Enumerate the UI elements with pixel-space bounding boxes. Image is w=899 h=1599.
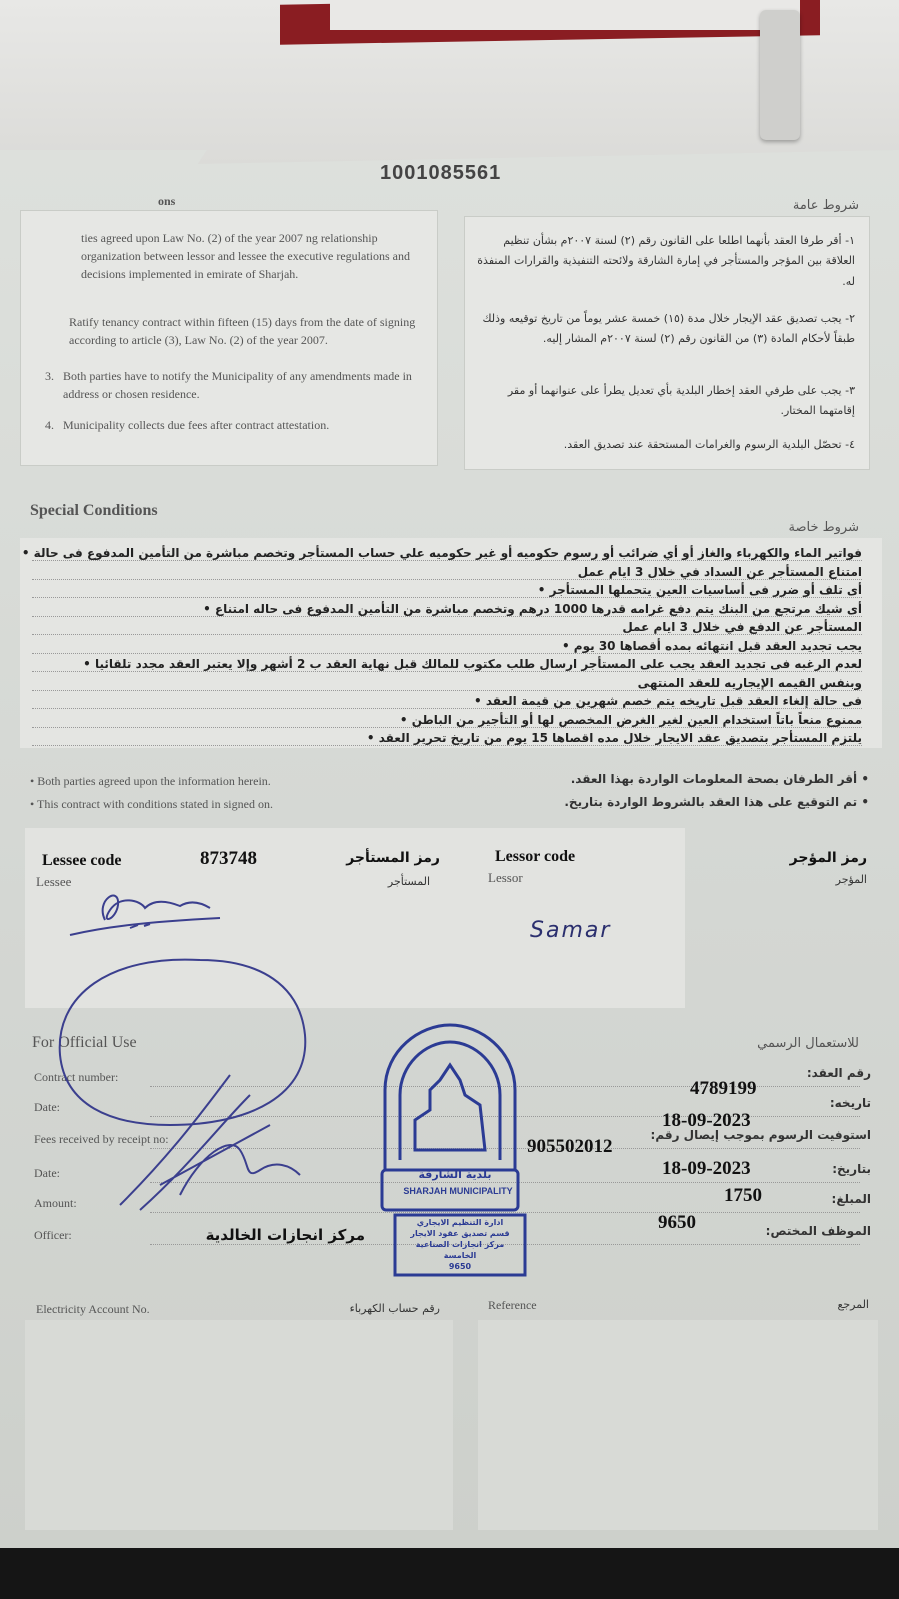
lessee-signature-icon bbox=[60, 880, 230, 940]
electricity-label-ar: رقم حساب الكهرباء bbox=[349, 1302, 440, 1315]
general-en-panel bbox=[20, 210, 438, 466]
official-value: 905502012 bbox=[527, 1136, 613, 1157]
special-condition-line: ممنوع منعاً باتاً استخدام العين لغير الغرض المخصص لها أو التأجير من الباطن • bbox=[32, 713, 862, 728]
bullet-icon: • bbox=[83, 657, 95, 671]
official-heading-en: For Official Use bbox=[32, 1034, 137, 1051]
general-ar-item-1: ١- أقر طرفا العقد بأنهما اطلعا على القانون رقم (٢) لسنة ٢٠٠٧م بشأن تنظيم العلاقة بين المؤجر والمستأجر في إمارة الشارقة ولائحته التنفيذية والقرارات المنفذة له. bbox=[477, 234, 855, 288]
official-label: Date: bbox=[34, 1100, 60, 1114]
general-en-item-1: ties agreed upon Law No. (2) of the year 2007 ng relationship organization between lessor and lessee the executive regulations and decisions implemented in emirate of Sharjah. bbox=[81, 231, 410, 281]
official-value: 4789199 bbox=[690, 1078, 757, 1099]
official-label-ar: بتاريخ: bbox=[832, 1162, 871, 1176]
official-label-ar: استوفيت الرسوم بموجب إيصال رقم: bbox=[650, 1128, 871, 1142]
lessor-code-label-ar: رمز المؤجر bbox=[789, 850, 867, 866]
official-label: Contract number: bbox=[34, 1070, 119, 1084]
special-condition-line: يجب تجديد العقد قبل انتهائه بمده أقصاها 30 يوم • bbox=[32, 639, 862, 654]
general-ar-item-3: ٣- يجب على طرفي العقد إخطار البلدية بأي تعديل يطرأ على عنوانهما أو مقر إقامتهما المختار. bbox=[507, 384, 855, 418]
bullet-icon: • bbox=[399, 712, 412, 727]
official-label-ar: المبلغ: bbox=[831, 1192, 871, 1206]
reference-label-ar: المرجع bbox=[837, 1298, 869, 1311]
bullet-icon: • bbox=[203, 601, 215, 616]
officer-center: مركز انجازات الخالدية bbox=[205, 1226, 365, 1244]
lessee-code-label: Lessee code bbox=[42, 852, 122, 869]
stamp-line: الخامسة bbox=[443, 1251, 477, 1260]
dark-edge bbox=[0, 1548, 899, 1599]
official-value: 18-09-2023 bbox=[662, 1110, 751, 1131]
general-heading-en-partial: ons bbox=[158, 194, 176, 208]
official-heading-ar: للاستعمال الرسمي bbox=[757, 1036, 859, 1051]
agreement-en-1: • Both parties agreed upon the information herein. bbox=[30, 774, 271, 788]
bullet-icon: • bbox=[473, 694, 486, 708]
official-label: Fees received by receipt no: bbox=[34, 1132, 169, 1146]
binder-clip bbox=[760, 10, 800, 140]
general-ar-item-2: ٢- يجب تصديق عقد الإيجار خلال مدة (١٥) خمسة عشر يوماً من تاريخ توقيعه وذلك طبقاً لأحكام المادة (٣) من القانون رقم (٢) لسنة ٢٠٠٧م المشار إليه. bbox=[482, 312, 855, 346]
special-condition-line: وبنفس القيمه الإيجاريه للعقد المنتهى bbox=[32, 676, 862, 691]
general-en-num-3: 3. bbox=[45, 369, 54, 383]
serial-number: 1001085561 bbox=[380, 162, 502, 184]
official-label-ar: الموظف المختص: bbox=[765, 1224, 871, 1238]
agreement-ar-2: • تم التوقيع على هذا العقد بالشروط الواردة بتاريخ. bbox=[564, 795, 869, 809]
stamp-title-ar: بلدية الشارقة bbox=[418, 1168, 492, 1181]
stamp-line: 9650 bbox=[448, 1262, 472, 1271]
stamp-line: قسم تصديق عقود الايجار bbox=[410, 1229, 510, 1238]
lessee-label-ar: المستأجر bbox=[387, 875, 430, 888]
general-en-num-4: 4. bbox=[45, 418, 54, 432]
agreement-ar-1: • أقر الطرفان بصحة المعلومات الواردة بهذا العقد. bbox=[570, 772, 869, 786]
general-heading-ar: شروط عامة bbox=[792, 198, 859, 213]
special-condition-line: فواتير الماء والكهرباء والغاز أو أي ضرائب أو رسوم حكوميه أو غير حكوميه علي حساب المستأجر وتخصم مباشرة من التأمين المدفوع فى حالة • bbox=[21, 546, 862, 560]
lessee-code-label-ar: رمز المستأجر bbox=[346, 850, 440, 866]
folder-sheet bbox=[330, 0, 800, 30]
lessee-code-value: 873748 bbox=[200, 848, 257, 869]
official-label-ar: رقم العقد: bbox=[806, 1066, 871, 1080]
bullet-icon: • bbox=[21, 546, 34, 560]
special-condition-line: امتناع المستأجر عن السداد في خلال 3 ايام عمل bbox=[32, 565, 862, 580]
special-condition-line: أى تلف أو ضرر فى أساسيات العين يتحملها المستأجر • bbox=[32, 583, 862, 598]
bullet-icon: • bbox=[366, 731, 379, 745]
general-en-item-4: Municipality collects due fees after contract attestation. bbox=[63, 418, 330, 432]
bullet-icon: • bbox=[537, 583, 550, 597]
special-heading-en: Special Conditions bbox=[30, 502, 158, 519]
electricity-label: Electricity Account No. bbox=[36, 1302, 150, 1316]
general-ar-item-4: ٤- تحصّل البلدية الرسوم والغرامات المستحقة عند تصديق العقد. bbox=[563, 438, 855, 451]
stamp-line: مركز انجازات الصناعية bbox=[415, 1240, 505, 1249]
lessor-code-label: Lessor code bbox=[495, 848, 576, 865]
official-value: 18-09-2023 bbox=[662, 1158, 751, 1179]
lessee-label: Lessee bbox=[36, 874, 72, 889]
official-label: Amount: bbox=[34, 1196, 77, 1210]
stamp-line: ادارة التنظيم الايجاري bbox=[416, 1218, 504, 1227]
special-condition-line: فى حالة إلغاء العقد قبل تاريخه يتم خصم شهرين من قيمة العقد • bbox=[32, 694, 862, 709]
official-label-ar: تاريخه: bbox=[829, 1096, 871, 1110]
general-ar-panel bbox=[464, 216, 870, 470]
reference-label: Reference bbox=[488, 1298, 537, 1312]
lessor-signature: Samar bbox=[530, 918, 612, 943]
special-condition-line: يلتزم المستأجر بتصديق عقد الايجار خلال مده اقصاها 15 يوم من تاريخ تحرير العقد • bbox=[32, 731, 862, 746]
bullet-icon: • bbox=[561, 638, 574, 653]
general-en-item-3: Both parties have to notify the Municipality of any amendments made in address or chosen residence. bbox=[63, 369, 412, 401]
bottom-left-panel bbox=[25, 1320, 453, 1530]
special-condition-line: لعدم الرغبه فى تجديد العقد يجب على المستأجر ارسال طلب مكتوب للمالك قبل نهاية العقد ب 2 أشهر وإلا يعتبر العقد مجدد تلقائيا • bbox=[32, 657, 862, 672]
agreement-en-2: • This contract with conditions stated in signed on. bbox=[30, 797, 273, 811]
special-condition-line: أى شيك مرتجع من البنك يتم دفع غرامه قدرها 1000 درهم وتخصم مباشرة من التأمين المدفوع فى حاله امتناع • bbox=[32, 602, 862, 617]
lessor-label: Lessor bbox=[488, 870, 523, 885]
bottom-right-panel bbox=[478, 1320, 878, 1530]
stamp-title-en: SHARJAH MUNICIPALITY bbox=[403, 1186, 513, 1196]
lessor-label-ar: المؤجر bbox=[835, 873, 867, 886]
general-en-item-2: Ratify tenancy contract within fifteen (15) days from the date of signing according to article (3), Law No. (2) of the year 2007. bbox=[69, 315, 416, 347]
official-label: Date: bbox=[34, 1166, 60, 1180]
official-value: 1750 bbox=[724, 1185, 762, 1206]
special-conditions-panel bbox=[20, 538, 882, 748]
officer-signature-icon bbox=[50, 955, 380, 1235]
official-value: 9650 bbox=[658, 1212, 696, 1233]
official-label: Officer: bbox=[34, 1228, 72, 1242]
special-condition-line: المستأجر عن الدفع في خلال 3 ايام عمل bbox=[32, 620, 862, 635]
special-heading-ar: شروط خاصة bbox=[788, 520, 859, 535]
